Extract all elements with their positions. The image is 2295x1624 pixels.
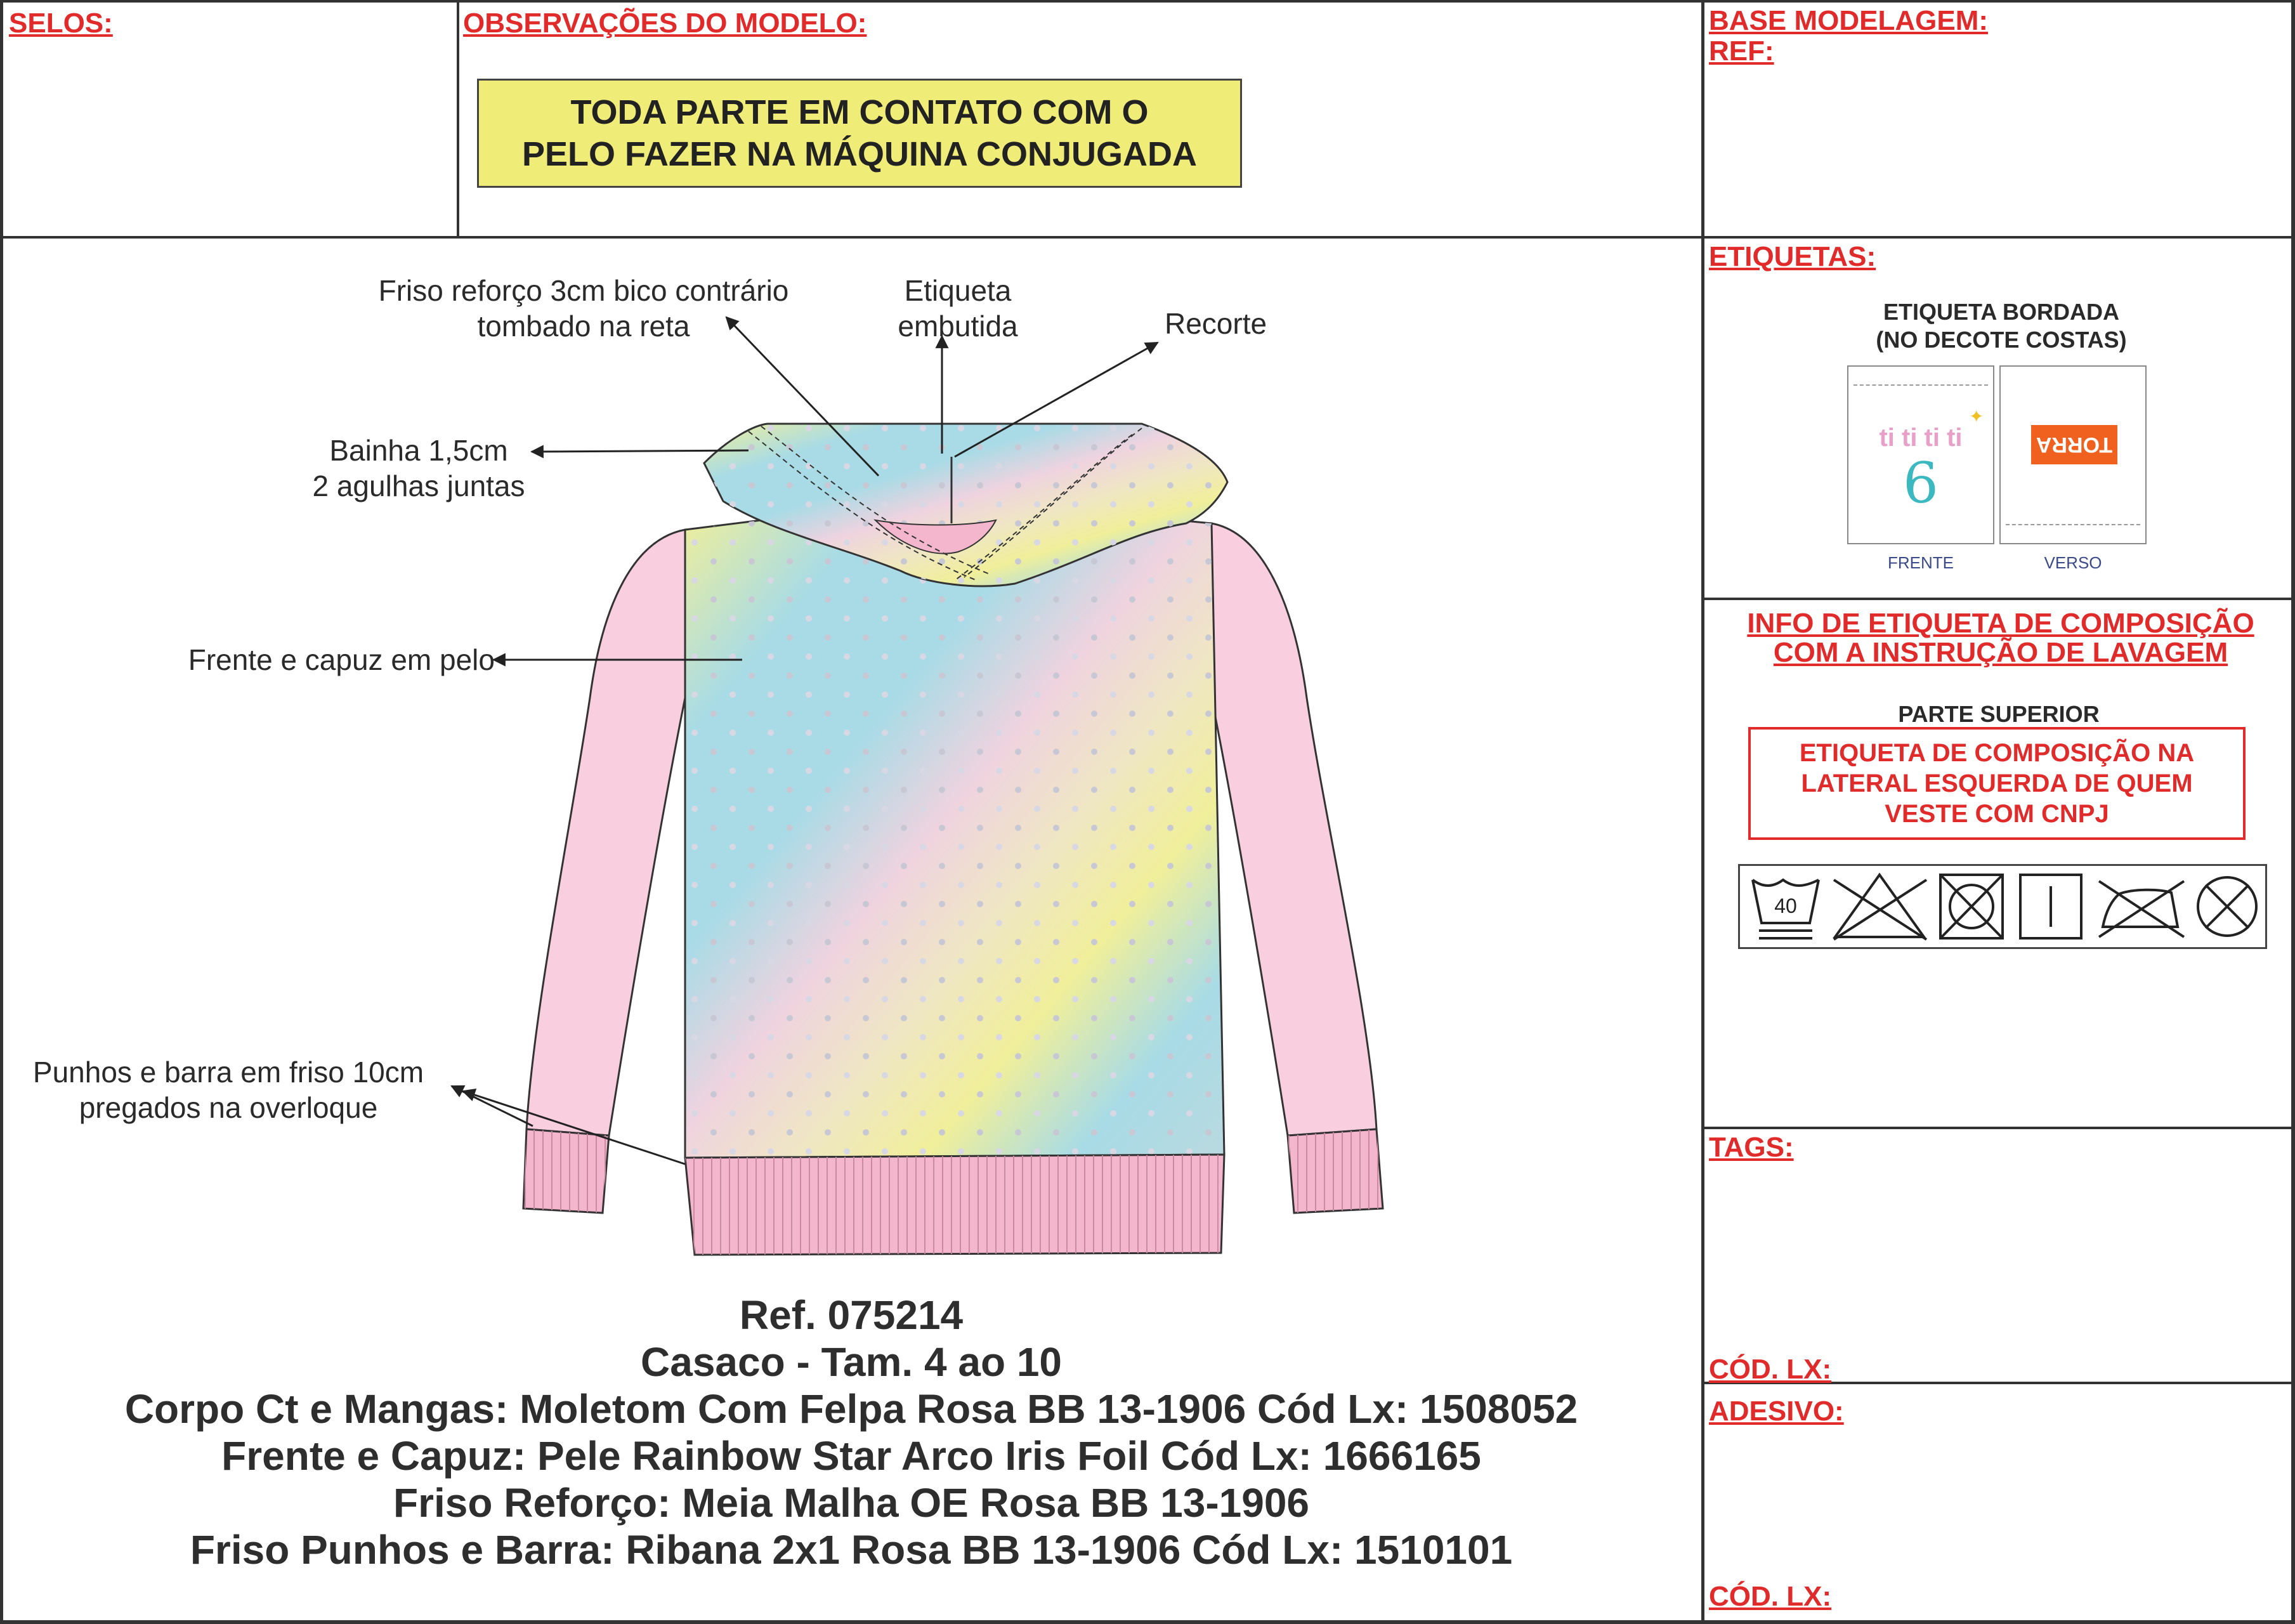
spec-friso-punhos: Friso Punhos e Barra: Ribana 2x1 Rosa BB 13-1906 Cód Lx: 1510101 (190, 1527, 1513, 1573)
wash-40-icon (1753, 880, 1819, 938)
composicao-line-1: ETIQUETA DE COMPOSIÇÃO NA (1799, 739, 2195, 767)
info-composicao-line-2: COM A INSTRUÇÃO DE LAVAGEM (1773, 637, 2228, 668)
callout-etiqueta-line-1: Etiqueta (904, 274, 1012, 307)
callout-etiqueta-line-2: embutida (898, 310, 1018, 343)
callout-friso (355, 273, 812, 344)
tags-heading: TAGS: (1709, 1132, 1794, 1163)
selos-heading: SELOS: (9, 8, 113, 39)
composicao-box (1748, 727, 2246, 840)
label-front-text: ti ti ti ti (1879, 424, 1963, 452)
callout-bainha (292, 433, 546, 504)
tags-cod-lx: CÓD. LX: (1709, 1354, 1832, 1385)
line-dry-icon (2020, 875, 2081, 938)
callout-etiqueta (863, 273, 1053, 344)
label-front-card (1847, 365, 1994, 544)
callout-punhos-line-1: Punhos e barra em friso 10cm (32, 1056, 424, 1089)
spec-ref: Ref. 075214 (739, 1292, 964, 1338)
composicao-line-2: LATERAL ESQUERDA DE QUEM (1801, 769, 2193, 797)
label-front-caption: FRENTE (1888, 553, 1954, 572)
no-iron-icon (2099, 881, 2184, 937)
callout-punhos (6, 1054, 450, 1125)
composicao-line-3: VESTE COM CNPJ (1885, 800, 2109, 828)
no-bleach-icon (1834, 875, 1926, 940)
sparkle-icon: ✦ (1969, 407, 1984, 426)
label-back-logo: TORRA (2031, 425, 2117, 464)
info-composicao-heading (1709, 609, 2292, 667)
info-composicao-line-1: INFO DE ETIQUETA DE COMPOSIÇÃO (1747, 608, 2254, 639)
callout-friso-line-1: Friso reforço 3cm bico contrário (378, 274, 789, 307)
notice-line-1: TODA PARTE EM CONTATO COM O (570, 93, 1149, 131)
no-dry-clean-icon (2198, 877, 2256, 936)
ref-heading: REF: (1709, 36, 1774, 67)
care-symbols (1738, 864, 2267, 949)
callout-friso-line-2: tombado na reta (477, 310, 690, 343)
observacoes-heading: OBSERVAÇÕES DO MODELO: (463, 8, 867, 39)
spec-product: Casaco - Tam. 4 ao 10 (641, 1339, 1062, 1385)
callout-frente: Frente e capuz em pelo (188, 643, 495, 676)
base-modelagem-heading: BASE MODELAGEM: (1709, 5, 1988, 36)
etiqueta-bordada-line-2: (NO DECOTE COSTAS) (1876, 327, 2127, 353)
spec-frente: Frente e Capuz: Pele Rainbow Star Arco Iris Foil Cód Lx: 1666165 (221, 1433, 1481, 1479)
adesivo-heading: ADESIVO: (1709, 1396, 1844, 1427)
etiqueta-bordada-line-1: ETIQUETA BORDADA (1883, 299, 2119, 325)
label-front-number: 6 (1903, 450, 1939, 516)
spec-friso-reforco: Friso Reforço: Meia Malha OE Rosa BB 13-1906 (393, 1480, 1309, 1526)
wash-temp: 40 (1774, 894, 1797, 917)
spec-corpo: Corpo Ct e Mangas: Moletom Com Felpa Rosa BB 13-1906 Cód Lx: 1508052 (124, 1386, 1578, 1432)
callout-bainha-line-2: 2 agulhas juntas (312, 469, 525, 502)
callout-punhos-line-2: pregados na overloque (79, 1091, 378, 1124)
etiqueta-bordada-title (1827, 298, 2176, 354)
no-tumble-dry-icon (1940, 875, 2003, 938)
label-back-card (1999, 365, 2147, 544)
callout-recorte: Recorte (1165, 307, 1267, 340)
parte-superior-label: PARTE SUPERIOR (1898, 701, 2100, 727)
etiquetas-heading: ETIQUETAS: (1709, 241, 1876, 272)
callout-bainha-line-1: Bainha 1,5cm (329, 434, 508, 467)
notice-box (477, 79, 1242, 188)
notice-line-2: PELO FAZER NA MÁQUINA CONJUGADA (521, 135, 1198, 173)
label-back-caption: VERSO (2044, 553, 2102, 572)
adesivo-cod-lx: CÓD. LX: (1709, 1581, 1832, 1612)
